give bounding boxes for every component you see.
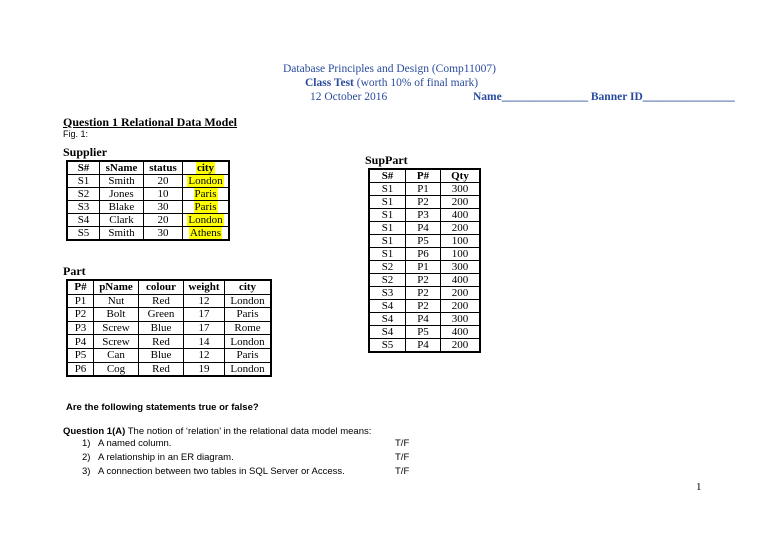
table-cell: 400: [441, 326, 481, 339]
table-cell: [183, 188, 230, 201]
table-row: [369, 313, 480, 326]
column-header: P#: [406, 169, 441, 183]
table-cell: 20: [144, 175, 183, 188]
table-cell: Nut: [94, 294, 139, 308]
document-subtitle: [305, 77, 478, 90]
table-cell: Smith: [100, 227, 144, 241]
table-cell: 17: [184, 321, 225, 335]
table-cell: S1: [369, 222, 406, 235]
highlighted-value: Athens: [189, 227, 222, 239]
table-cell: Jones: [100, 188, 144, 201]
table-row: [67, 321, 271, 335]
table-cell: P2: [406, 287, 441, 300]
table-cell: 200: [441, 287, 481, 300]
table-cell: S2: [369, 274, 406, 287]
question-1a-text: The notion of ‘relation’ in the relational data model means:: [125, 426, 372, 437]
table-cell: 200: [441, 196, 481, 209]
table-cell: [183, 227, 230, 241]
table-cell: 300: [441, 313, 481, 326]
table-row: [369, 287, 480, 300]
question-1a: [63, 426, 371, 437]
table-cell: S5: [67, 227, 100, 241]
item-number: 3): [82, 466, 91, 477]
table-cell: P5: [67, 348, 94, 362]
table-cell: 300: [441, 183, 481, 196]
table-cell: Clark: [100, 214, 144, 227]
table-cell: 200: [441, 222, 481, 235]
table-cell: Blue: [139, 348, 184, 362]
table-cell: Paris: [225, 348, 272, 362]
table-row: [67, 348, 271, 362]
table-cell: 100: [441, 235, 481, 248]
table-row: [67, 188, 229, 201]
banner-id-label: Banner ID: [588, 91, 643, 103]
suppart-table: [368, 168, 481, 353]
table-row: [67, 227, 229, 241]
table-cell: Paris: [225, 308, 272, 322]
table-cell: 17: [184, 308, 225, 322]
supplier-table: [66, 160, 230, 241]
table-cell: Red: [139, 294, 184, 308]
table-cell: P4: [406, 339, 441, 353]
table-cell: P4: [67, 335, 94, 349]
part-table-block: [63, 265, 272, 377]
header-row: [67, 280, 271, 294]
table-cell: S4: [67, 214, 100, 227]
column-header: colour: [139, 280, 184, 294]
table-cell: P4: [406, 222, 441, 235]
highlighted-value: London: [188, 214, 223, 226]
table-cell: Smith: [100, 175, 144, 188]
column-header: S#: [369, 169, 406, 183]
statement-item: [63, 452, 413, 466]
table-cell: S1: [369, 248, 406, 261]
highlighted-value: Paris: [194, 188, 217, 200]
table-cell: London: [225, 335, 272, 349]
item-text: A named column.: [98, 438, 172, 449]
table-row: [369, 339, 480, 353]
table-cell: S1: [369, 183, 406, 196]
true-false-option: T/F: [395, 452, 410, 463]
table-cell: Screw: [94, 321, 139, 335]
column-header: sName: [100, 161, 144, 175]
supplier-table-block: [63, 146, 230, 241]
part-table-title: Part: [63, 264, 86, 278]
table-cell: P2: [406, 196, 441, 209]
table-row: [369, 183, 480, 196]
true-false-option: T/F: [395, 466, 410, 477]
statement-item: [63, 466, 413, 480]
suppart-table-block: [365, 154, 481, 353]
table-cell: 300: [441, 261, 481, 274]
table-row: [369, 235, 480, 248]
table-cell: 10: [144, 188, 183, 201]
table-cell: 12: [184, 348, 225, 362]
name-label: Name: [473, 91, 502, 103]
column-header: Qty: [441, 169, 481, 183]
table-cell: P3: [406, 209, 441, 222]
figure-label: Fig. 1:: [63, 129, 89, 139]
table-cell: 14: [184, 335, 225, 349]
document-title: Database Principles and Design (Comp11007): [283, 63, 496, 75]
table-cell: 12: [184, 294, 225, 308]
column-header: city: [225, 280, 272, 294]
table-cell: Cog: [94, 362, 139, 376]
table-cell: S1: [369, 235, 406, 248]
highlighted-value: London: [188, 175, 223, 187]
table-row: [67, 294, 271, 308]
table-cell: S5: [369, 339, 406, 353]
column-header: pName: [94, 280, 139, 294]
table-cell: P2: [406, 274, 441, 287]
table-cell: P2: [406, 300, 441, 313]
table-cell: Red: [139, 335, 184, 349]
table-row: [369, 261, 480, 274]
table-row: [67, 175, 229, 188]
table-cell: S3: [67, 201, 100, 214]
table-cell: London: [225, 294, 272, 308]
table-row: [369, 209, 480, 222]
table-cell: S4: [369, 326, 406, 339]
table-cell: [183, 201, 230, 214]
name-banner-line: [473, 91, 735, 104]
column-header: P#: [67, 280, 94, 294]
table-cell: Can: [94, 348, 139, 362]
table-cell: [183, 175, 230, 188]
table-cell: P1: [67, 294, 94, 308]
header-row: [369, 169, 480, 183]
table-cell: Green: [139, 308, 184, 322]
table-cell: 200: [441, 339, 481, 353]
table-cell: P4: [406, 313, 441, 326]
table-cell: P5: [406, 326, 441, 339]
item-text: A relationship in an ER diagram.: [98, 452, 234, 463]
highlighted-value: city: [196, 162, 215, 174]
column-header: S#: [67, 161, 100, 175]
question1-heading: Question 1 Relational Data Model: [63, 115, 237, 129]
table-cell: 100: [441, 248, 481, 261]
table-cell: P1: [406, 261, 441, 274]
table-row: [369, 222, 480, 235]
test-date: 12 October 2016: [310, 91, 388, 103]
header-row: [67, 161, 229, 175]
table-cell: S1: [369, 209, 406, 222]
table-cell: 400: [441, 274, 481, 287]
table-row: [67, 201, 229, 214]
table-cell: Bolt: [94, 308, 139, 322]
true-false-prompt: Are the following statements true or false?: [66, 402, 259, 413]
table-cell: 400: [441, 209, 481, 222]
table-row: [369, 300, 480, 313]
item-number: 1): [82, 438, 91, 449]
table-cell: 200: [441, 300, 481, 313]
column-header: status: [144, 161, 183, 175]
table-cell: S3: [369, 287, 406, 300]
class-test-detail: (worth 10% of final mark): [353, 77, 479, 89]
table-row: [369, 196, 480, 209]
table-cell: Blue: [139, 321, 184, 335]
highlighted-value: Paris: [194, 201, 217, 213]
item-number: 2): [82, 452, 91, 463]
table-cell: P5: [406, 235, 441, 248]
table-row: [369, 248, 480, 261]
table-cell: P1: [406, 183, 441, 196]
part-table: [66, 279, 272, 377]
table-row: [67, 214, 229, 227]
column-header: weight: [184, 280, 225, 294]
table-row: [67, 308, 271, 322]
name-blank-line: _______________: [501, 91, 588, 103]
table-cell: S4: [369, 313, 406, 326]
column-header: [183, 161, 230, 175]
table-cell: S2: [67, 188, 100, 201]
question-1a-items: [63, 438, 413, 480]
table-cell: Rome: [225, 321, 272, 335]
table-cell: 19: [184, 362, 225, 376]
item-text: A connection between two tables in SQL Server or Access.: [98, 466, 345, 477]
true-false-option: T/F: [395, 438, 410, 449]
table-cell: P2: [67, 308, 94, 322]
suppart-table-title: SupPart: [365, 153, 408, 167]
table-cell: P6: [406, 248, 441, 261]
table-row: [67, 362, 271, 376]
table-cell: S2: [369, 261, 406, 274]
class-test-label: Class Test: [305, 77, 354, 89]
table-cell: London: [225, 362, 272, 376]
table-cell: 20: [144, 214, 183, 227]
table-cell: 30: [144, 227, 183, 241]
table-row: [67, 335, 271, 349]
table-row: [369, 274, 480, 287]
banner-id-blank-line: ________________: [642, 91, 735, 103]
table-cell: Red: [139, 362, 184, 376]
table-row: [369, 326, 480, 339]
supplier-table-title: Supplier: [63, 145, 108, 159]
table-cell: S4: [369, 300, 406, 313]
table-cell: [183, 214, 230, 227]
table-cell: P3: [67, 321, 94, 335]
page-number: 1: [696, 481, 702, 493]
statement-item: [63, 438, 413, 452]
table-cell: S1: [369, 196, 406, 209]
table-cell: 30: [144, 201, 183, 214]
question-1a-label: Question 1(A): [63, 426, 126, 437]
table-cell: Blake: [100, 201, 144, 214]
table-cell: P6: [67, 362, 94, 376]
table-cell: Screw: [94, 335, 139, 349]
table-cell: S1: [67, 175, 100, 188]
